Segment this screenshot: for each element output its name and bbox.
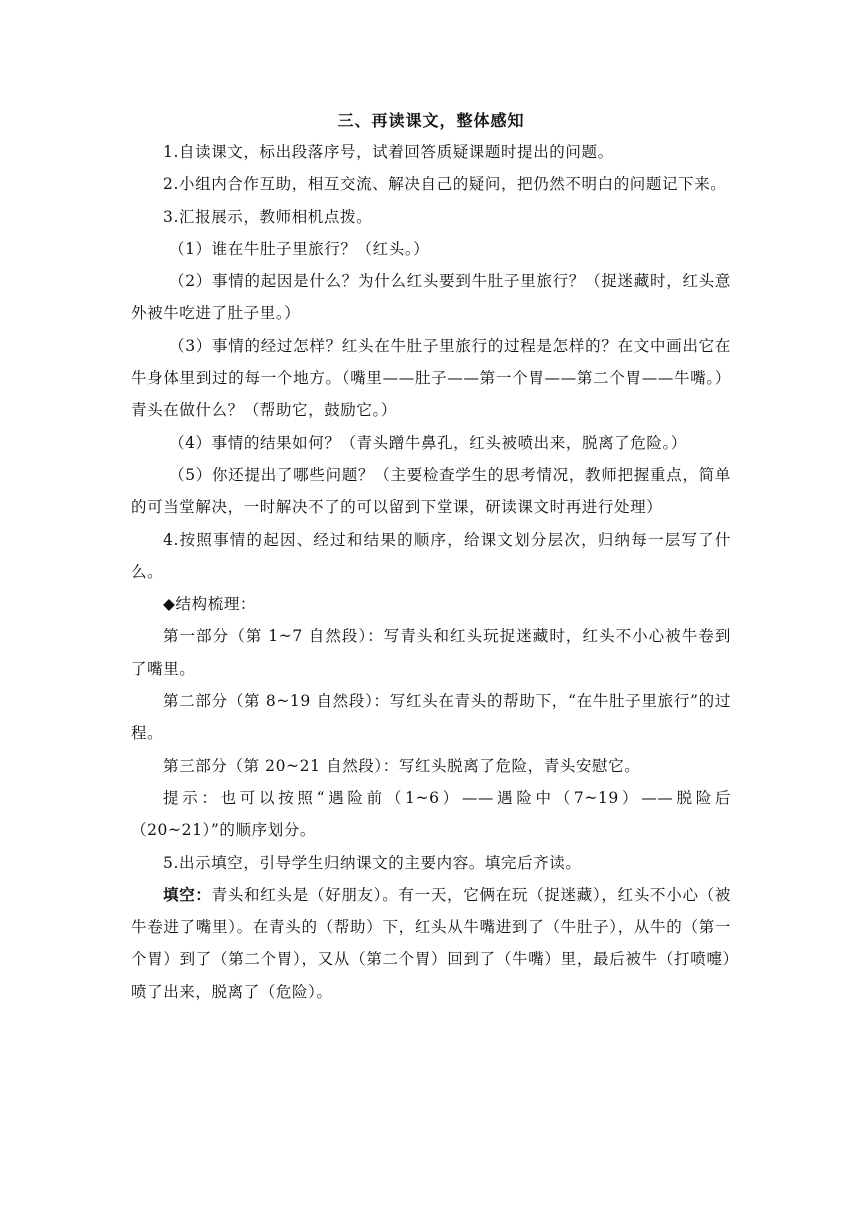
- fill-blank-label: 填空：: [163, 884, 212, 904]
- fill-blank-text: 青头和红头是（好朋友）。有一天，它俩在玩（捉迷藏），红头不小心（被牛卷进了嘴里）。在青头的（帮助）下，红头从牛嘴进到了（牛肚子），从牛的（第一个胃）到了（第二个胃），又从（第二个胃）回到了（牛嘴）里，最后被牛（打喷嚏）喷了出来，脱离了（危险）。: [131, 885, 731, 1001]
- question-1-paragraph: （1）谁在牛肚子里旅行？（红头。）: [169, 239, 430, 258]
- structure-heading: ◆结构梳理：: [163, 595, 257, 614]
- question-4-paragraph: （4）事情的结果如何？（青头蹭牛鼻孔，红头被喷出来，脱离了危险。）: [169, 433, 687, 452]
- part-1-paragraph: 第一部分（第 1~7 自然段）：写青头和红头玩捉迷藏时，红头不小心被牛卷到了嘴里。: [131, 627, 731, 678]
- step-1-paragraph: 1.自读课文，标出段落序号，试着回答质疑课题时提出的问题。: [163, 143, 614, 161]
- question-2-paragraph: （2）事情的起因是什么？为什么红头要到牛肚子里旅行？（捉迷藏时，红头意外被牛吃进了肚子里。）: [131, 272, 731, 323]
- part-3-paragraph: 第三部分（第 20~21 自然段）：写红头脱离了危险，青头安慰它。: [163, 756, 641, 775]
- step-3-paragraph: 3.汇报展示，教师相机点拨。: [163, 207, 373, 226]
- step-2-paragraph: 2.小组内合作互助，相互交流、解决自己的疑问，把仍然不明白的问题记下来。: [163, 175, 727, 194]
- section-title: 三、再读课文，整体感知: [337, 111, 525, 130]
- hint-paragraph: 提示：也可以按照“遇险前（1~6）——遇险中（7~19）——脱险后（20~21）”的顺序划分。: [131, 788, 731, 840]
- document-page: [131, 106, 731, 1008]
- step-5-paragraph: 5.出示填空，引导学生归纳课文的主要内容。填完后齐读。: [163, 853, 582, 872]
- step-4-paragraph: 4.按照事情的起因、经过和结果的顺序，给课文划分层次，归纳每一层写了什么。: [131, 530, 731, 581]
- part-2-paragraph: 第二部分（第 8~19 自然段）：写红头在青头的帮助下，“在牛肚子里旅行”的过程。: [131, 692, 731, 743]
- question-5-paragraph: （5）你还提出了哪些问题？（主要检查学生的思考情况，教师把握重点，简单的可当堂解决，一时解决不了的可以留到下堂课，研读课文时再进行处理）: [131, 465, 731, 517]
- fill-blank-paragraph: [131, 879, 731, 1008]
- question-3-paragraph: （3）事情的经过怎样？红头在牛肚子里旅行的过程是怎样的？在文中画出它在牛身体里到过的每一个地方。（嘴里——肚子——第一个胃——第二个胃——牛嘴。）青头在做什么？（帮助它，鼓励它。）: [131, 336, 731, 420]
